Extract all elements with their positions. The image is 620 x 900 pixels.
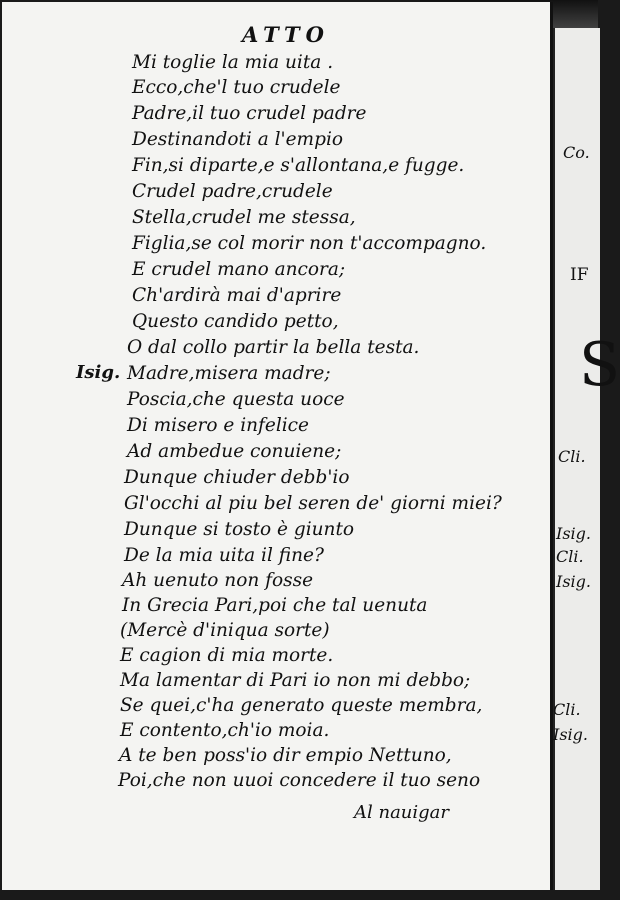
adjacent-initial-letter: S xyxy=(579,330,620,400)
verse-line: Se quei,c'ha generato queste membra, xyxy=(120,695,483,716)
verse-line: Fin,si diparte,e s'allontana,e fugge. xyxy=(132,155,465,176)
adjacent-speaker-label: Co. xyxy=(563,143,590,162)
verse-line: E crudel mano ancora; xyxy=(132,259,346,280)
adjacent-speaker-label: Cli. xyxy=(558,447,586,466)
verse-line: Di misero e infelice xyxy=(127,415,309,436)
adjacent-speaker-label: Isig. xyxy=(556,524,591,543)
verse-line: Poi,che non uuoi concedere il tuo seno xyxy=(118,770,481,791)
verse-line: Ma lamentar di Pari io non mi debbo; xyxy=(120,670,471,691)
verse-line: Crudel padre,crudele xyxy=(132,181,333,202)
adjacent-heading-fragment: IF xyxy=(570,265,589,285)
verse-line: Ad ambedue conuiene; xyxy=(127,441,342,462)
catchword: Al nauigar xyxy=(354,802,450,823)
verse-line: Stella,crudel me stessa, xyxy=(132,207,356,228)
verse-line: Dunque si tosto è giunto xyxy=(124,519,355,540)
adjacent-speaker-label: Isig. xyxy=(556,572,591,591)
verse-line: Gl'occhi al piu bel seren de' giorni miei? xyxy=(124,493,502,514)
verse-line: Destinandoti a l'empio xyxy=(132,129,343,150)
verse-line: Padre,il tuo crudel padre xyxy=(132,103,367,124)
speaker-label: Isig. xyxy=(76,362,121,383)
verse-line: Questo candido petto, xyxy=(132,311,339,332)
verse-line: Figlia,se col morir non t'accompagno. xyxy=(132,233,487,254)
verse-line: A te ben poss'io dir empio Nettuno, xyxy=(119,745,452,766)
verse-line: In Grecia Pari,poi che tal uenuta xyxy=(122,595,428,616)
verse-line: Poscia,che questa uoce xyxy=(127,389,345,410)
book-page xyxy=(2,2,553,890)
running-header: ATTO xyxy=(242,22,330,47)
verse-line: Ah uenuto non fosse xyxy=(122,570,314,591)
verse-line: Dunque chiuder debb'io xyxy=(124,467,350,488)
verse-line: O dal collo partir la bella testa. xyxy=(127,337,420,358)
verse-line: Mi toglie la mia uita . xyxy=(132,52,334,73)
adjacent-speaker-label: Isig. xyxy=(553,725,588,744)
verse-line: Ch'ardirà mai d'aprire xyxy=(132,285,342,306)
verse-line: Ecco,che'l tuo crudele xyxy=(132,77,341,98)
verse-line: E contento,ch'io moia. xyxy=(120,720,330,741)
verse-line: De la mia uita il fine? xyxy=(124,545,324,566)
verse-line: Madre,misera madre; xyxy=(127,363,331,384)
adjacent-speaker-label: Cli. xyxy=(556,547,584,566)
verse-line: (Mercè d'iniqua sorte) xyxy=(120,620,330,641)
verse-line: E cagion di mia morte. xyxy=(120,645,334,666)
adjacent-speaker-label: Cli. xyxy=(553,700,581,719)
